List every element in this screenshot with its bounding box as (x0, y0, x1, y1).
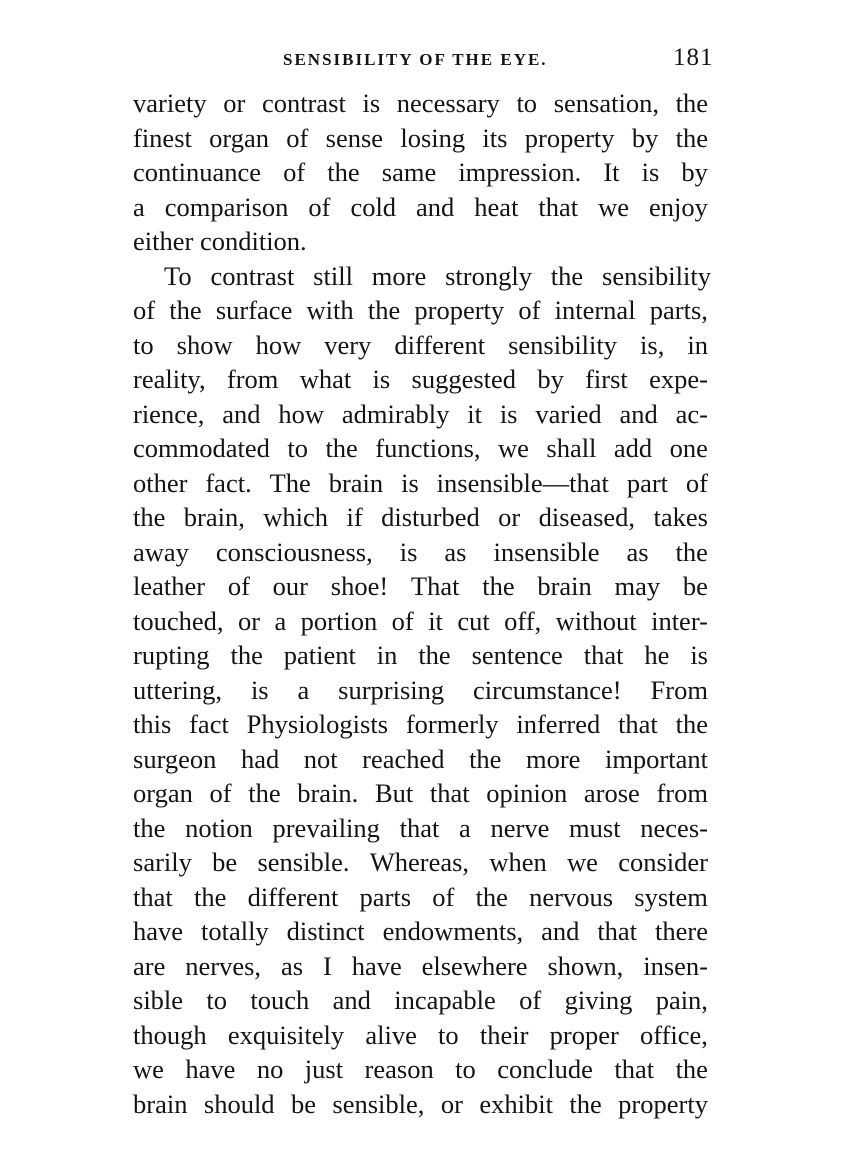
word: reached (362, 743, 445, 774)
word: organ (133, 778, 193, 808)
word: elsewhere (421, 950, 528, 981)
word: property (414, 295, 505, 325)
word: a (459, 812, 471, 843)
word: we (133, 1054, 164, 1084)
word: brain. (297, 778, 359, 808)
word: either (133, 226, 200, 256)
word: of (685, 467, 708, 498)
word: the (133, 502, 166, 532)
word: finest (133, 122, 192, 153)
word: touched, (133, 605, 224, 636)
word: arose (583, 778, 640, 808)
word: a (297, 674, 310, 705)
word: different (394, 329, 486, 360)
text-line (133, 949, 708, 984)
text-line (133, 1018, 708, 1053)
text-line (133, 190, 708, 225)
word: add (613, 433, 653, 463)
word: when (489, 847, 547, 877)
word: there (655, 916, 708, 946)
word: same (381, 157, 437, 187)
word: parts, (649, 295, 708, 325)
word: to (287, 433, 308, 463)
word: the (675, 709, 708, 739)
word: necessary (396, 88, 500, 118)
word: endowments, (382, 916, 524, 946)
word: sensible, (332, 1088, 425, 1119)
word: But (374, 778, 414, 808)
word: with (306, 295, 354, 325)
word: nerves, (185, 950, 262, 981)
word: sarily (133, 847, 192, 877)
word: that (133, 881, 173, 912)
word: consciousness, (215, 536, 373, 567)
word: be (212, 847, 238, 877)
text-line (133, 397, 708, 432)
word: commodated (133, 433, 270, 463)
word: the (133, 812, 166, 843)
word: the (675, 122, 708, 153)
word: the (325, 433, 358, 463)
text-line (133, 673, 708, 708)
text-line (133, 604, 708, 639)
word: should (203, 1088, 275, 1119)
word: reason (364, 1054, 434, 1084)
word: organ (209, 122, 270, 153)
word: the (475, 881, 508, 912)
word: we (598, 191, 630, 222)
word: pain, (655, 985, 708, 1015)
word: condition. (199, 226, 307, 256)
word: insensible—that (436, 467, 609, 498)
word: fact. (205, 467, 252, 498)
word: It (603, 157, 620, 187)
word: just (304, 1054, 344, 1084)
word: of (286, 122, 309, 153)
text-line (133, 155, 708, 190)
word: is (399, 536, 418, 567)
text-line (164, 259, 711, 294)
word: that (614, 1054, 655, 1084)
word: our (272, 571, 308, 601)
word: diseased, (538, 502, 636, 532)
word: that (399, 812, 440, 843)
word: the (248, 778, 281, 808)
word: have (351, 950, 402, 981)
word: of (209, 778, 232, 808)
word: and (332, 985, 371, 1015)
word: parts (359, 881, 412, 912)
word: insensible (493, 536, 600, 567)
word: To (164, 260, 192, 291)
word: is, (640, 329, 665, 360)
word: portion (300, 605, 378, 636)
word: have (185, 1054, 236, 1084)
word: contrast (210, 260, 295, 291)
word: and (416, 191, 455, 222)
word: surface (215, 295, 293, 325)
word: of (133, 295, 156, 325)
text-line (133, 224, 708, 259)
word: in (687, 329, 708, 360)
text-line (133, 431, 708, 466)
word: not (303, 743, 338, 774)
running-head: SENSIBILITY OF THE EYE. (283, 50, 548, 69)
text-line (133, 1087, 708, 1122)
text-line (133, 983, 708, 1018)
word: exhibit (479, 1088, 553, 1119)
word: must (569, 812, 621, 843)
word: impression. (458, 157, 582, 187)
word: a (274, 605, 287, 636)
word: without (555, 605, 637, 636)
word: prevailing (272, 812, 380, 843)
word: losing (400, 122, 466, 153)
word: of (391, 605, 414, 636)
word: shoe! (330, 571, 389, 601)
word: of (227, 571, 250, 601)
word: may (614, 571, 661, 601)
word: sensibility (602, 260, 711, 291)
word: office, (640, 1019, 708, 1050)
word: ac- (675, 398, 708, 429)
word: had (240, 743, 280, 774)
word: sentence (471, 640, 563, 670)
text-line (133, 121, 708, 156)
word: that (538, 191, 579, 222)
word: shall (546, 433, 597, 463)
word: the (193, 881, 227, 912)
word: as (280, 950, 304, 981)
word: leather (133, 571, 206, 601)
word: no (256, 1054, 284, 1084)
word: sible (133, 985, 184, 1015)
text-line (133, 707, 708, 742)
word: alive (365, 1019, 417, 1050)
word: to (206, 985, 228, 1015)
word: their (479, 1019, 529, 1050)
word: continuance (133, 157, 262, 187)
word: by (681, 157, 708, 187)
word: of (518, 295, 541, 325)
text-line (133, 845, 708, 880)
word: the (367, 295, 401, 325)
word: admirably (341, 398, 450, 429)
word: that (429, 778, 470, 808)
word: is (641, 157, 660, 187)
word: nerve (490, 812, 550, 843)
word: of (283, 157, 306, 187)
word: to (516, 88, 538, 118)
word: sense (325, 122, 384, 153)
word: nervous (529, 881, 614, 912)
word: contrast (261, 88, 346, 118)
word: different (247, 881, 339, 912)
word: more (371, 260, 427, 291)
word: sensibility (508, 329, 618, 360)
word: the (169, 295, 202, 325)
word: brain (537, 571, 592, 601)
word: reality, (133, 364, 206, 394)
word: show (176, 329, 233, 360)
word: functions, (375, 433, 481, 463)
word: how (278, 398, 325, 429)
word: its (482, 122, 508, 153)
word: suggested (411, 364, 517, 394)
text-line (133, 500, 708, 535)
word: cold (350, 191, 397, 222)
word: more (525, 743, 581, 774)
word: of (519, 985, 542, 1015)
word: to (133, 329, 154, 360)
word: expe- (649, 364, 708, 394)
word: opinion (486, 778, 568, 808)
word: giving (564, 985, 633, 1015)
word: proper (549, 1019, 619, 1050)
word: patient (283, 640, 356, 670)
word: is (401, 467, 419, 498)
word: heat (474, 191, 519, 222)
word: by (537, 364, 564, 394)
word: varied (535, 398, 602, 429)
word: and (222, 398, 261, 429)
word: a (133, 191, 145, 222)
word: comparison (164, 191, 289, 222)
word: touch (250, 985, 310, 1015)
word: to (438, 1019, 459, 1050)
word: we (567, 847, 598, 877)
word: have (133, 916, 184, 946)
word: still (313, 260, 353, 291)
word: and (619, 398, 658, 429)
word: to (455, 1054, 476, 1084)
word: the (550, 260, 584, 291)
word: strongly (445, 260, 532, 291)
text-line (133, 362, 708, 397)
text-line (133, 811, 708, 846)
text-line (133, 1052, 708, 1087)
word: it (428, 605, 443, 636)
word: is (250, 674, 269, 705)
word: fact (189, 709, 229, 739)
word: important (604, 743, 708, 774)
word: incapable (394, 985, 496, 1015)
word: brain (328, 467, 384, 498)
word: very (324, 329, 372, 360)
word: the (675, 88, 708, 118)
word: away (133, 536, 189, 567)
word: takes (653, 502, 708, 532)
word: the (418, 640, 451, 670)
word: Physiologists (246, 709, 389, 739)
word: of (308, 191, 331, 222)
word: conclude (497, 1054, 593, 1084)
word: uttering, (133, 674, 223, 705)
word: exquisitely (227, 1019, 345, 1050)
word: notion (185, 812, 253, 843)
word: are (133, 950, 166, 981)
word: is (690, 640, 708, 670)
word: circumstance! (473, 674, 622, 705)
word: property (618, 1088, 708, 1119)
word: cut (457, 605, 490, 636)
word: or (498, 502, 521, 532)
text-line (133, 638, 708, 673)
word: that (597, 916, 638, 946)
word: insen- (643, 950, 708, 981)
word: disturbed (381, 502, 480, 532)
word: the (327, 157, 360, 187)
word: other (133, 467, 188, 498)
text-line (133, 569, 708, 604)
word: rupting (133, 640, 210, 670)
word: The (269, 467, 311, 498)
word: he (644, 640, 670, 670)
word: by (631, 122, 659, 153)
word: is (372, 364, 391, 394)
word: the (482, 571, 515, 601)
word: what (299, 364, 352, 394)
page-number: 181 (673, 44, 714, 71)
word: be (290, 1088, 316, 1119)
word: sensation, (553, 88, 659, 118)
word: sensible. (257, 847, 350, 877)
word: the (675, 1054, 708, 1084)
word: of (432, 881, 455, 912)
word: if (346, 502, 363, 532)
word: the (469, 743, 502, 774)
word: or (223, 88, 246, 118)
word: part (626, 467, 669, 498)
word: as (444, 536, 467, 567)
word: and (541, 916, 580, 946)
text-line (133, 742, 708, 777)
word: variety (133, 88, 207, 118)
word: first (585, 364, 628, 394)
word: be (682, 571, 708, 601)
word: I (322, 950, 332, 981)
word: surgeon (133, 743, 217, 774)
word: which (263, 502, 329, 532)
word: shown, (547, 950, 624, 981)
text-line (133, 86, 708, 121)
word: inferred (516, 709, 601, 739)
word: the (675, 536, 708, 567)
word: brain, (183, 502, 245, 532)
word: rience, (133, 398, 205, 429)
word: distinct (286, 916, 365, 946)
word: internal (554, 295, 636, 325)
text-line (133, 535, 708, 570)
word: or (237, 605, 261, 636)
word: is (362, 88, 381, 118)
text-line (133, 328, 708, 363)
word: property (524, 122, 615, 153)
body-text (0, 86, 850, 1121)
word: From (650, 674, 708, 705)
word: from (656, 778, 708, 808)
word: we (498, 433, 529, 463)
word: the (569, 1088, 602, 1119)
text-line (133, 776, 708, 811)
word: that (618, 709, 658, 739)
word: this (133, 709, 172, 739)
word: totally (200, 916, 269, 946)
word: it (467, 398, 482, 429)
word: surprising (338, 674, 445, 705)
word: is (499, 398, 518, 429)
text-line (133, 293, 708, 328)
word: as (626, 536, 649, 567)
word: enjoy (649, 191, 708, 222)
word: one (669, 433, 708, 463)
word: inter- (651, 605, 708, 636)
word: system (634, 881, 708, 912)
text-line (133, 914, 708, 949)
word: Whereas, (369, 847, 470, 877)
word: neces- (640, 812, 708, 843)
word: formerly (405, 709, 499, 739)
word: or (440, 1088, 463, 1119)
word: though (133, 1019, 207, 1050)
word: the (230, 640, 263, 670)
word: That (410, 571, 460, 601)
word: how (255, 329, 302, 360)
word: that (583, 640, 624, 670)
text-line (133, 466, 708, 501)
word: from (226, 364, 279, 394)
word: in (376, 640, 398, 670)
word: off, (504, 605, 542, 636)
text-line (133, 880, 708, 915)
word: consider (618, 847, 708, 877)
word: brain (133, 1088, 188, 1119)
